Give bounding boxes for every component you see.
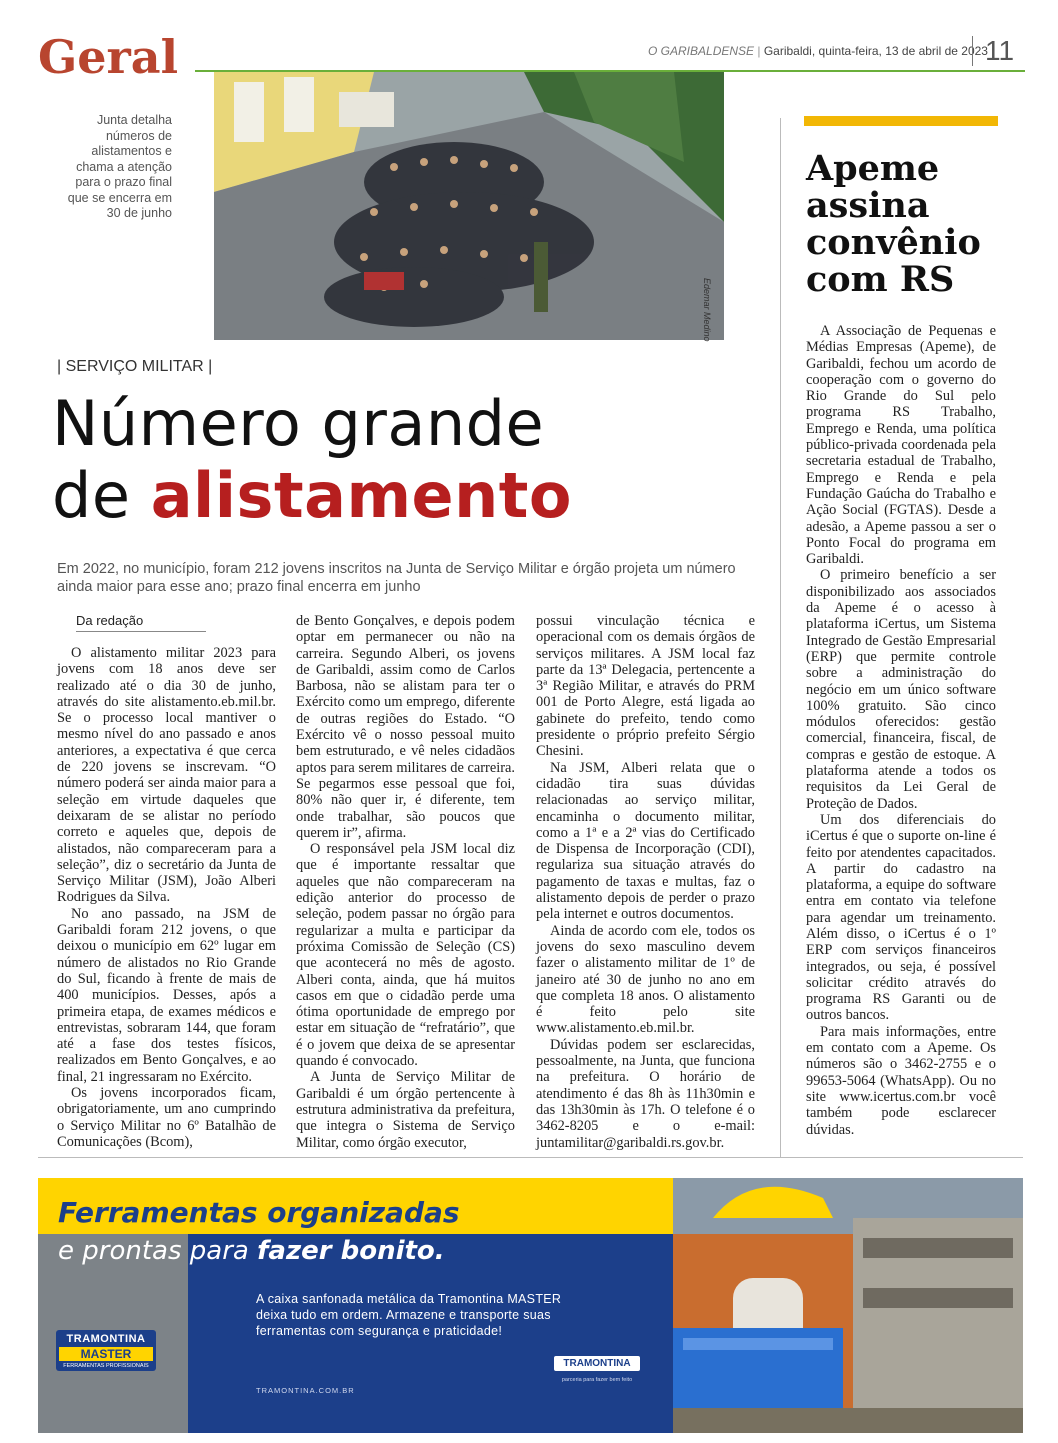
paragraph: No ano passado, na JSM de Garibaldi foram 212 jovens, o que deixou o município em 62º lugar em número de alistados no Rio Grande do Sul, ficando à frente de mais de 400 municípios. Desses, após a primeira etapa, de exames médicos e entrevistas, sobraram 144, que foram até a fase dos testes físicos, realizados em Bento Gonçalves, e ao final, 21 ingressaram no Exército.: [57, 905, 276, 1085]
paragraph: O primeiro benefício a ser disponibilizado aos associados da Apeme é o acesso à plataforma iCertus, um Sistema Integrado de Gestão Empresarial (ERP) que permite controle sobre a administração do negócio em um único software 100% gratuito. São cinco módulos oferecidos: gestão comercial, financeira, fiscal, de compras e gestão de estoque. A plataforma atende a todos os requisitos da Lei Geral de Proteção de Dados.: [806, 567, 996, 812]
byline: Da redação: [76, 613, 206, 632]
ad-photo: [673, 1178, 1023, 1433]
article-hat: | SERVIÇO MILITAR |: [57, 358, 213, 375]
paragraph: de Bento Gonçalves, e depois podem optar em permanecer ou não na carreira. Segundo Alberi, os jovens de Garibaldi, assim como de Carlos Barbosa, não se alistam para ter o Exército como um emprego, diferente de outras regiões do Estado. “O Exército vê o nosso pessoal muito bem estruturado, e vê neles cidadãos aptos para serem militares de carreira. Se pegarmos esse pessoal que foi, 80% não quer ir, é diferente, tem onde trabalhar, são poucos que querem ir”, afirma.: [296, 613, 515, 841]
ad-sub-bold: fazer bonito.: [257, 1236, 445, 1266]
page-number: 11: [972, 36, 1014, 66]
photo-credit: Edemar Medino: [702, 278, 712, 342]
advertisement[interactable]: [38, 1178, 1023, 1433]
ad-body: A caixa sanfonada metálica da Tramontina MASTER deixa tudo em ordem. Armazene e transporte suas ferramentas com segurança e praticidade!: [256, 1292, 562, 1338]
paragraph: possui vinculação técnica e operacional com os demais órgãos de serviços militares. A JSM local faz parte da 13ª Delegacia, pertencente a 3ª Região Militar, e através do PRM 001 de Porto Alegre, está ligada ao gabinete do prefeito, tendo como presidente o próprio prefeito Sérgio Chesini.: [536, 613, 755, 760]
article-headline: [52, 388, 572, 532]
article-column-2: [296, 613, 515, 1151]
paragraph: Os jovens incorporados ficam, obrigatoriamente, um ano cumprindo o Serviço Militar no 6º Batalhão de Comunicações (Bcom),: [57, 1085, 276, 1150]
paragraph: Dúvidas podem ser esclarecidas, pessoalmente, na Junta, que funciona na prefeitura. O horário de atendimento é das 8h às 11h30min e das 13h30min às 17h. O telefone é o 3462-8205 e o e-mail: juntamilitar@garibaldi.rs.gov.br.: [536, 1036, 755, 1151]
sidebar-title: Apeme assina convênio com RS: [806, 148, 981, 300]
dateline: Garibaldi, quinta-feira, 13 de abril de 2023: [763, 44, 988, 58]
article-column-1: [57, 645, 276, 1150]
newspaper-name: O GARIBALDENSE: [648, 44, 755, 58]
paragraph: O alistamento militar 2023 para jovens com 18 anos deve ser realizado até o dia 30 de junho, através do site alistamento.eb.mil.br. Se o processo local mantiver o mesmo nível do ano passado e anos anteriores, a expectativa é que cerca de 220 jovens se inscrevam. “O número poderá ser ainda maior para a seleção em virtude daqueles que deixaram de se alistar no período correto e aqueles que, depois de alistados, não compareceram para a seleção”, diz o secretário da Junta de Serviço Militar (JSM), João Alberi Rodrigues da Silva.: [57, 645, 276, 906]
photo: [214, 72, 724, 340]
article-deck: Em 2022, no município, foram 212 jovens inscritos na Junta de Serviço Militar e órgão projeta um número ainda maior para esse ano; prazo final encerra em junho: [57, 561, 736, 595]
headline-line1: Número grande: [52, 387, 545, 460]
ad-tagline: parceria para fazer bem feito: [561, 1377, 633, 1383]
photo-caption: Junta detalha números de alistamentos e chama a atenção para o prazo final que se encerra em 30 de junho: [67, 113, 172, 220]
paragraph: O responsável pela JSM local diz que é importante ressaltar que aqueles que não compareceram na edição anterior do processo de seleção, podem passar no órgão para regularizar a multa e participar da próxima Comissão de Seleção (CS) que acontecerá no mês de agosto. Alberi conta, ainda, que há muitos casos em que o cidadão perde uma ótima oportunidade de emprego por estar em situação de “refratário”, que é o jovem que deixa de se apresentar quando é convocado.: [296, 841, 515, 1070]
logo-brand: TRAMONTINA: [66, 1333, 146, 1345]
paragraph: Para mais informações, entre em contato com a Apeme. Os números são o 3462-2755 e o 99653-5064 (WhatsApp). Ou no site www.icertus.com.br você também pode esclarecer dúvidas.: [806, 1023, 996, 1138]
ad-sub-prefix: e prontas para: [58, 1236, 249, 1266]
article-column-3: [536, 613, 755, 1151]
masthead: O GARIBALDENSE | Garibaldi, quinta-feira, 13 de abril de 2023: [648, 44, 988, 58]
paragraph: A Associação de Pequenas e Médias Empresas (Apeme), de Garibaldi, fechou um acordo de cooperação com o governo do Rio Grande do Sul pelo programa RS Trabalho, Emprego e Renda, uma política público-privada coordenada pela secretaria estadual de Trabalho, Emprego e Renda e pela Fundação Gaúcha do Trabalho e Ação Social (FGTAS). Desde a adesão, a Apeme passou a ser o Ponto Focal do programa em Garibaldi.: [806, 323, 996, 568]
photo-image: [214, 72, 724, 340]
ad-url[interactable]: TRAMONTINA.COM.BR: [256, 1386, 355, 1395]
logo-line: MASTER: [59, 1347, 153, 1361]
paragraph: A Junta de Serviço Militar de Garibaldi é um órgão pertencente à estrutura administrativa da prefeitura, que integra o Sistema de Serviço Militar, como órgão executor,: [296, 1069, 515, 1151]
logo-sub: FERRAMENTAS PROFISSIONAIS: [63, 1363, 149, 1369]
sidebar-body: [806, 323, 996, 1138]
headline-line2: [52, 460, 572, 532]
ad-separator: [38, 1157, 1023, 1158]
tramontina-master-logo: [56, 1330, 156, 1371]
headline-highlight: alistamento: [150, 459, 572, 532]
sidebar-accent-bar: [804, 116, 998, 126]
tramontina-logo: TRAMONTINA: [554, 1356, 640, 1371]
ad-headline: Ferramentas organizadas: [58, 1196, 460, 1229]
paragraph: Um dos diferenciais do iCertus é que o suporte on-line é feito por atendentes capacitados. A partir do cadastro na plataforma, a equipe do software entra em contato via telefone para agendar um treinamento. Além disso, o iCertus é o 1º ERP com serviços financeiros integrados, ou seja, é possível solicitar crédito através do programa RS Garanti ou de outros bancos.: [806, 811, 996, 1024]
paragraph: Ainda de acordo com ele, todos os jovens do sexo masculino devem fazer o alistamento militar de 1º de janeiro até 30 de junho no ano em que completa 18 anos. O alistamento é feito pelo site www.alistamento.eb.mil.br.: [536, 922, 755, 1037]
column-divider: [780, 118, 781, 1158]
ad-subheadline: [58, 1236, 445, 1266]
headline-prefix: de: [52, 459, 131, 532]
paragraph: Na JSM, Alberi relata que o cidadão tira suas dúvidas relacionadas ao serviço militar, encaminha o documento militar, como a 1ª e a 2ª vias do Certificado de Dispensa de Incorporação (CDI), regulariza sua situação através do pagamento de taxas e multas, faz o alistamento depois de perder o prazo pela internet e outros documentos.: [536, 759, 755, 923]
section-title: Geral: [38, 30, 179, 84]
